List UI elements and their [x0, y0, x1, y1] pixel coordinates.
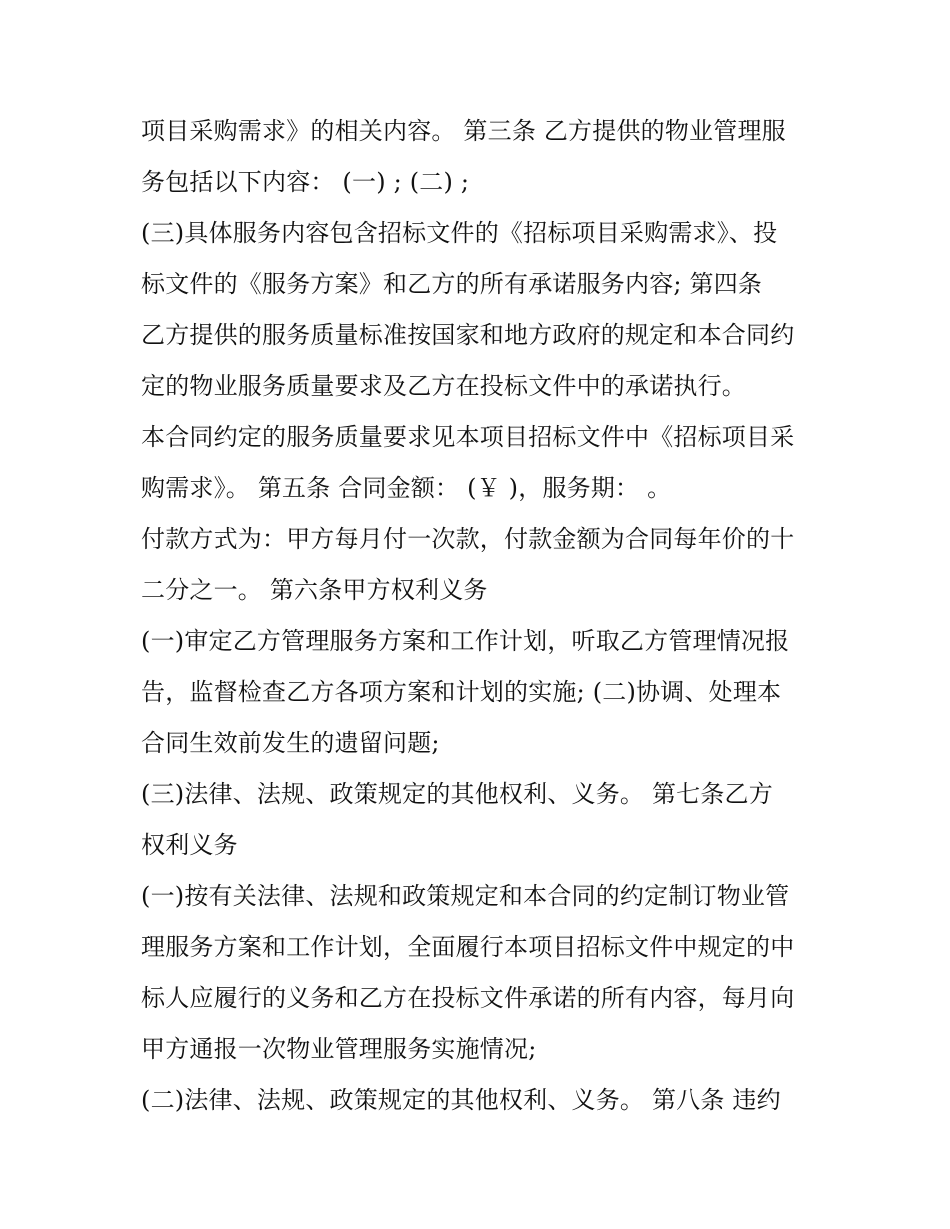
text-line: 务包括以下内容： (一) ; (二) ; [141, 168, 470, 196]
text-line: 标人应履行的义务和乙方在投标文件承诺的所有内容，每月向 [141, 984, 795, 1012]
text-line: (一)按有关法律、法规和政策规定和本合同的约定制订物业管 [141, 882, 790, 910]
text-line: (三)具体服务内容包含招标文件的《招标项目采购需求》、投 [141, 219, 778, 247]
text-line: (二)法律、法规、政策规定的其他权利、义务。 第八条 违约 [141, 1086, 781, 1114]
text-line: 付款方式为：甲方每月付一次款，付款金额为合同每年价的十 [141, 525, 795, 553]
text-line: 乙方提供的服务质量标准按国家和地方政府的规定和本合同约 [141, 321, 795, 349]
text-line: 告，监督检查乙方各项方案和计划的实施; (二)协调、处理本 [141, 678, 782, 706]
text-line: 理服务方案和工作计划，全面履行本项目招标文件中规定的中 [141, 933, 795, 961]
text-line: 定的物业服务质量要求及乙方在投标文件中的承诺执行。 [141, 372, 746, 400]
text-line: 购需求》。 第五条 合同金额： (￥ )，服务期： 。 [141, 474, 672, 502]
text-line: 权利义务 [141, 831, 238, 859]
text-line: 标文件的《服务方案》和乙方的所有承诺服务内容; 第四条 [141, 270, 763, 298]
text-line: 项目采购需求》的相关内容。 第三条 乙方提供的物业管理服 [141, 117, 786, 145]
text-line: 本合同约定的服务质量要求见本项目招标文件中《招标项目采 [141, 423, 795, 451]
text-line: 甲方通报一次物业管理服务实施情况; [141, 1035, 537, 1063]
text-line: (三)法律、法规、政策规定的其他权利、义务。 第七条乙方 [141, 780, 773, 808]
document-body [141, 106, 821, 1126]
text-line: 合同生效前发生的遗留问题; [141, 729, 440, 757]
text-line: (一)审定乙方管理服务方案和工作计划，听取乙方管理情况报 [141, 627, 790, 655]
text-line: 二分之一。 第六条甲方权利义务 [141, 576, 488, 604]
